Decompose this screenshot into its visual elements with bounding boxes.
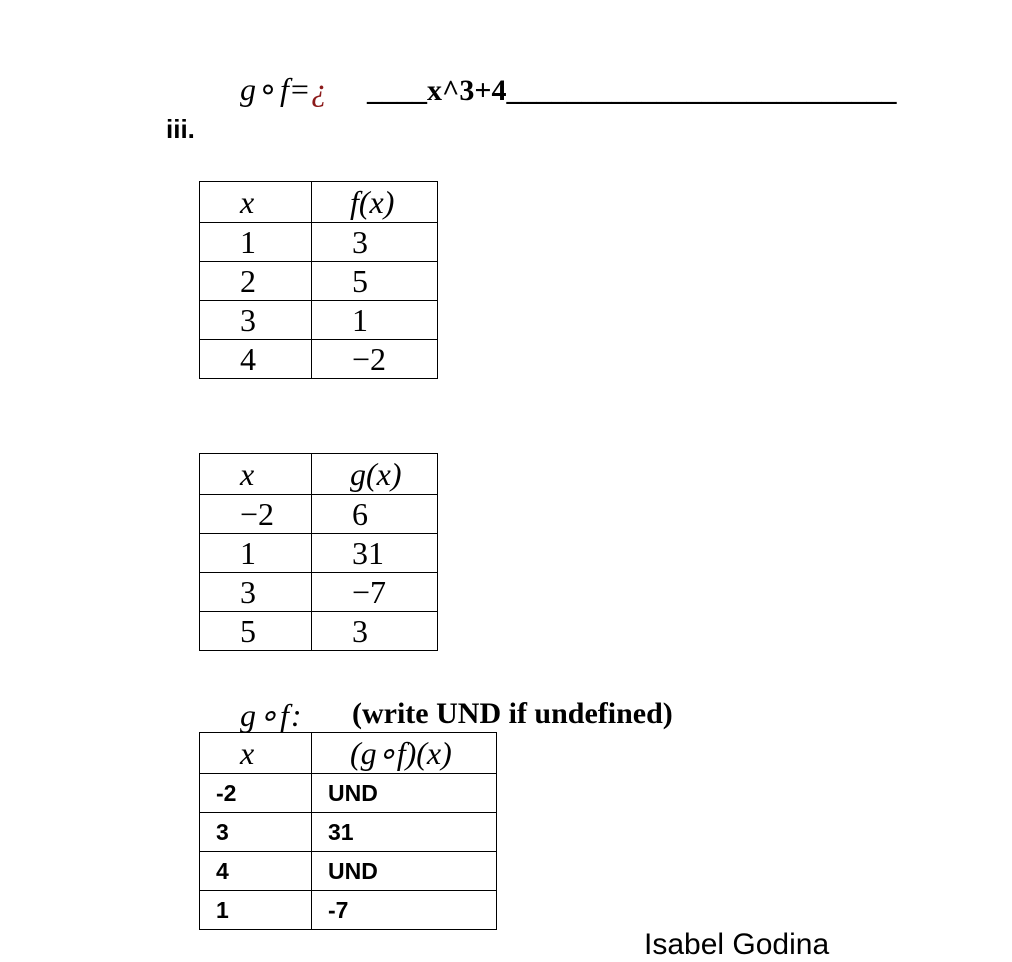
f-table-cell-x: 2 <box>200 262 312 301</box>
table-row <box>200 774 497 813</box>
table-row <box>200 223 438 262</box>
f-table-cell-x: 3 <box>200 301 312 340</box>
table-row <box>200 891 497 930</box>
gof-table-header-gofx: (g∘f)(x) <box>312 733 497 774</box>
g-table-cell-y: 6 <box>312 495 438 534</box>
g-symbol: g <box>240 71 258 107</box>
part-label: iii. <box>166 114 195 144</box>
compose-operator: ∘ <box>258 71 281 107</box>
gof-table-header <box>200 733 497 774</box>
f-table-cell-x: 4 <box>200 340 312 379</box>
f-symbol: f <box>280 71 291 107</box>
g-table <box>199 453 438 651</box>
gof-table-cell-x: 4 <box>200 852 312 891</box>
g-table-header-x: x <box>200 454 312 495</box>
gof-table-cell-y: UND <box>312 852 497 891</box>
f-table-header-fx: f(x) <box>312 182 438 223</box>
f-table-cell-x: 1 <box>200 223 312 262</box>
gof-table-header-x: x <box>200 733 312 774</box>
g-table-cell-y: 31 <box>312 534 438 573</box>
g-table-cell-y: 3 <box>312 612 438 651</box>
composition-label: g∘f: <box>240 697 304 733</box>
f-table-cell-y: 5 <box>312 262 438 301</box>
author-name: Isabel Godina <box>644 928 830 961</box>
gof-table-cell-y: UND <box>312 774 497 813</box>
gof-table-cell-y: 31 <box>312 813 497 852</box>
table-row <box>200 301 438 340</box>
gof-table-cell-x: 1 <box>200 891 312 930</box>
table-row <box>200 534 438 573</box>
g-table-cell-y: −7 <box>312 573 438 612</box>
g-table-header-gx: g(x) <box>312 454 438 495</box>
gof-table <box>199 732 497 930</box>
f-table-cell-y: 1 <box>312 301 438 340</box>
table-row <box>200 573 438 612</box>
table-row <box>200 813 497 852</box>
equals-sign: = <box>290 71 311 107</box>
table-row <box>200 262 438 301</box>
gof-table-cell-x: -2 <box>200 774 312 813</box>
table-row <box>200 612 438 651</box>
composition-expression <box>240 70 329 108</box>
g-table-cell-x: 1 <box>200 534 312 573</box>
f-table-cell-y: 3 <box>312 223 438 262</box>
f-table <box>199 181 438 379</box>
inverted-question-mark: ¿ <box>310 71 329 107</box>
composition-answer: ____x^3+4__________________________ <box>367 74 897 107</box>
f-table-header <box>200 182 438 223</box>
f-table-header-x: x <box>200 182 312 223</box>
table-row <box>200 495 438 534</box>
g-table-cell-x: 3 <box>200 573 312 612</box>
composition-note: (write UND if undefined) <box>352 697 673 730</box>
gof-table-cell-y: -7 <box>312 891 497 930</box>
f-table-cell-y: −2 <box>312 340 438 379</box>
table-row <box>200 340 438 379</box>
gof-table-cell-x: 3 <box>200 813 312 852</box>
g-table-header <box>200 454 438 495</box>
table-row <box>200 852 497 891</box>
g-table-cell-x: 5 <box>200 612 312 651</box>
g-table-cell-x: −2 <box>200 495 312 534</box>
